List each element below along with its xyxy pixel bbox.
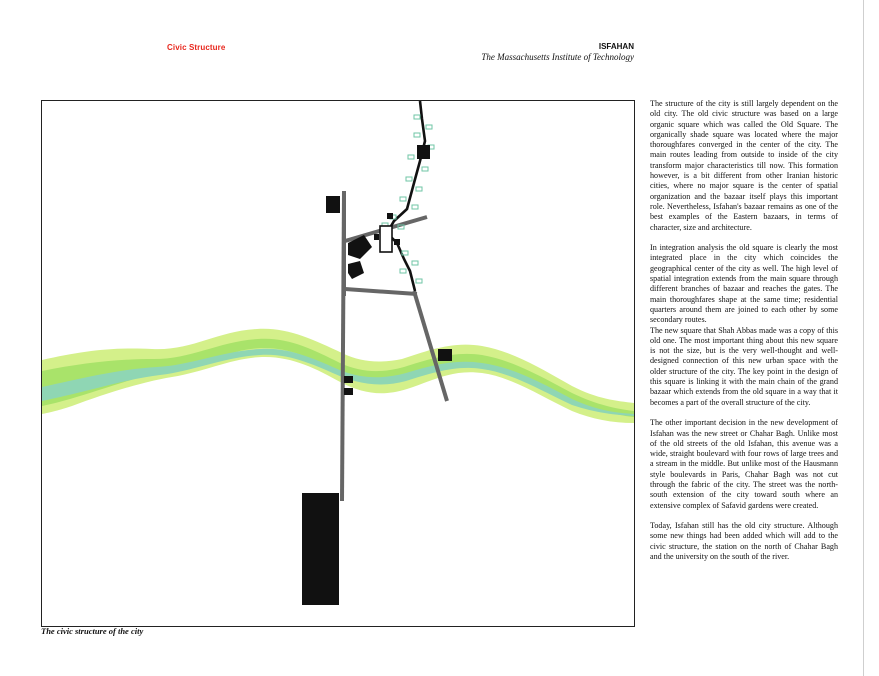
grand-bazaar (382, 101, 434, 291)
bazaar-shop (406, 177, 412, 181)
paragraph-3: The new square that Shah Abbas made was a copy of this old one. The most important thing about this new square is not the size, but is the very well-thought and well-designed connection of this new urban space with the older structure of the city. The key point in the design of this square is linking it with the main chain of the grand bazaar which extends from the old square in a way that it becomes a part of the overall structure of the city. (650, 325, 838, 407)
bazaar-shop (400, 269, 406, 273)
square-outline (380, 226, 392, 252)
building-east (438, 349, 452, 361)
map-drawing (42, 101, 634, 626)
bazaar-shop (416, 187, 422, 191)
bazaar-shop (416, 279, 422, 283)
figure-caption: The civic structure of the city (41, 626, 144, 636)
paragraph-2: In integration analysis the old square is clearly the most integrated place in the city which coincides the geographical center of the city as well. The high level of spatial integration extends from the main square through different branches of bazaar and reaches the gates. The main thoroughfares shape at the same time; residential quarters around them are joined to each other by some secondary routes. (650, 243, 838, 325)
body-text-column (650, 99, 838, 573)
street-network (342, 191, 447, 501)
bazaar-shop (408, 155, 414, 159)
document-subtitle: The Massachusetts Institute of Technology (481, 52, 634, 62)
civic-structure-map (41, 100, 635, 627)
river (42, 329, 634, 423)
paragraph-5: Today, Isfahan still has the old city structure. Although some new things had been added which will add to the civic structure, the station on the north of Chahar Bagh and the university on the south of the river. (650, 521, 838, 562)
university-block (302, 493, 339, 605)
bazaar-spine (387, 101, 425, 291)
bazaar-shop (412, 261, 418, 265)
old-square-building (417, 145, 430, 159)
bazaar-shop (412, 205, 418, 209)
building-small-2 (394, 239, 400, 245)
bazaar-shop (414, 133, 420, 137)
bazaar-shop (426, 125, 432, 129)
bazaar-shop (400, 197, 406, 201)
east-west-street-lower (345, 289, 417, 294)
page-edge-rule (863, 0, 864, 676)
paragraph-4: The other important decision in the new development of Isfahan was the new street or Chahar Bagh. Unlike most of the old streets of the old Isfahan, this avenue was a wide, straight boulevard with four rows of large trees and a stream in the middle. But unlike most of the Hausmann style boulevards in Paris, Chahar Bagh was not cut through the fabric of the city. The street was the north-south extension of the city toward south where an extensive complex of Safavid gardens were created. (650, 418, 838, 510)
bridge-pier-1 (344, 376, 353, 383)
mosque-block (348, 261, 364, 279)
building-small-3 (374, 234, 379, 240)
bazaar-shop (422, 167, 428, 171)
paragraph-1: The structure of the city is still largely dependent on the old city. The old civic structure was based on a large organic square which was called the Old Square. The organically shade square was located where the major thoroughfares converged in the center of the city. The main routes leading from outside to inside of the city transform major characteristics till now. This formation however, is a bit different from other Iranian historic cities, where no major square is the center of spatial organization and the bazaar itself plays this important role. Nevertheless, Isfahan's bazaar remains as one of the best examples of the Eastern bazaars, in terms of character, size and architecture. (650, 99, 838, 232)
document-title: ISFAHAN (598, 42, 634, 51)
bazaar-shop (414, 115, 420, 119)
section-label: Civic Structure (167, 43, 226, 52)
bridge-pier-2 (344, 388, 353, 395)
building-small-1 (387, 213, 393, 219)
building-west (326, 196, 340, 213)
